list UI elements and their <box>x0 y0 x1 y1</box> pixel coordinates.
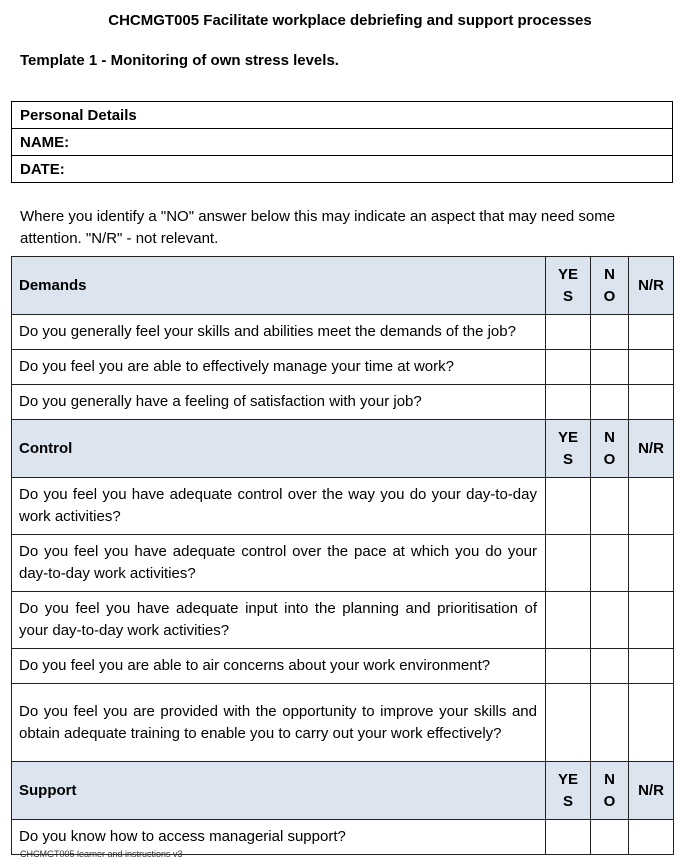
yes-answer-cell[interactable] <box>546 535 591 592</box>
nr-column-header: N/R <box>629 257 674 315</box>
no-column-header: N O <box>591 762 629 820</box>
nr-answer-cell[interactable] <box>629 684 674 762</box>
nr-answer-cell[interactable] <box>629 820 674 855</box>
question-text: Do you feel you are able to effectively manage your time at work? <box>12 350 546 385</box>
name-field[interactable]: NAME: <box>12 129 673 156</box>
template-subtitle: Template 1 - Monitoring of own stress levels. <box>20 52 339 69</box>
yes-answer-cell[interactable] <box>546 649 591 684</box>
document-title: CHCMGT005 Facilitate workplace debriefing and support processes <box>108 12 592 29</box>
personal-details-heading: Personal Details <box>12 102 673 129</box>
nr-answer-cell[interactable] <box>629 350 674 385</box>
yes-answer-cell[interactable] <box>546 684 591 762</box>
nr-answer-cell[interactable] <box>629 592 674 649</box>
question-text: Do you know how to access managerial support? <box>12 820 546 855</box>
question-text: Do you generally have a feeling of satisfaction with your job? <box>12 385 546 420</box>
yes-answer-cell[interactable] <box>546 820 591 855</box>
section-header-control <box>12 420 674 478</box>
question-row <box>12 649 674 684</box>
yes-answer-cell[interactable] <box>546 592 591 649</box>
question-text: Do you feel you have adequate input into the planning and prioritisation of your day-to-day work activities? <box>12 592 546 649</box>
no-column-header: N O <box>591 420 629 478</box>
no-answer-cell[interactable] <box>591 649 629 684</box>
yes-answer-cell[interactable] <box>546 350 591 385</box>
question-row <box>12 385 674 420</box>
question-row <box>12 315 674 350</box>
date-field[interactable]: DATE: <box>12 156 673 183</box>
question-row <box>12 350 674 385</box>
questionnaire-table <box>11 256 674 855</box>
no-answer-cell[interactable] <box>591 820 629 855</box>
question-text: Do you feel you are able to air concerns about your work environment? <box>12 649 546 684</box>
question-text: Do you generally feel your skills and abilities meet the demands of the job? <box>12 315 546 350</box>
no-answer-cell[interactable] <box>591 535 629 592</box>
question-row <box>12 592 674 649</box>
no-answer-cell[interactable] <box>591 478 629 535</box>
question-row <box>12 535 674 592</box>
section-header-demands <box>12 257 674 315</box>
no-column-header: N O <box>591 257 629 315</box>
instructions-text <box>20 206 680 250</box>
no-answer-cell[interactable] <box>591 315 629 350</box>
nr-answer-cell[interactable] <box>629 478 674 535</box>
yes-answer-cell[interactable] <box>546 385 591 420</box>
no-answer-cell[interactable] <box>591 350 629 385</box>
nr-column-header: N/R <box>629 762 674 820</box>
section-header-support <box>12 762 674 820</box>
yes-answer-cell[interactable] <box>546 315 591 350</box>
personal-details-table <box>11 101 673 183</box>
question-row <box>12 684 674 762</box>
question-text: Do you feel you are provided with the opportunity to improve your skills and obtain adequate training to enable you to carry out your work effectively? <box>12 684 546 762</box>
no-answer-cell[interactable] <box>591 385 629 420</box>
question-text: Do you feel you have adequate control over the pace at which you do your day-to-day work activities? <box>12 535 546 592</box>
yes-column-header: YE S <box>546 420 591 478</box>
no-answer-cell[interactable] <box>591 684 629 762</box>
nr-answer-cell[interactable] <box>629 535 674 592</box>
page-footer: CHCMGT005 learner and instructions v3 <box>20 849 183 859</box>
nr-column-header: N/R <box>629 420 674 478</box>
instructions-line-1: Where you identify a "NO" answer below this may indicate an aspect that may need some <box>20 208 616 225</box>
nr-answer-cell[interactable] <box>629 649 674 684</box>
question-row <box>12 478 674 535</box>
yes-answer-cell[interactable] <box>546 478 591 535</box>
yes-column-header: YE S <box>546 257 591 315</box>
yes-column-header: YE S <box>546 762 591 820</box>
instructions-line-2: attention. "N/R" - not relevant. <box>20 230 219 247</box>
nr-answer-cell[interactable] <box>629 385 674 420</box>
section-title-control: Control <box>12 420 546 478</box>
section-title-demands: Demands <box>12 257 546 315</box>
question-text: Do you feel you have adequate control over the way you do your day-to-day work activities? <box>12 478 546 535</box>
section-title-support: Support <box>12 762 546 820</box>
nr-answer-cell[interactable] <box>629 315 674 350</box>
no-answer-cell[interactable] <box>591 592 629 649</box>
